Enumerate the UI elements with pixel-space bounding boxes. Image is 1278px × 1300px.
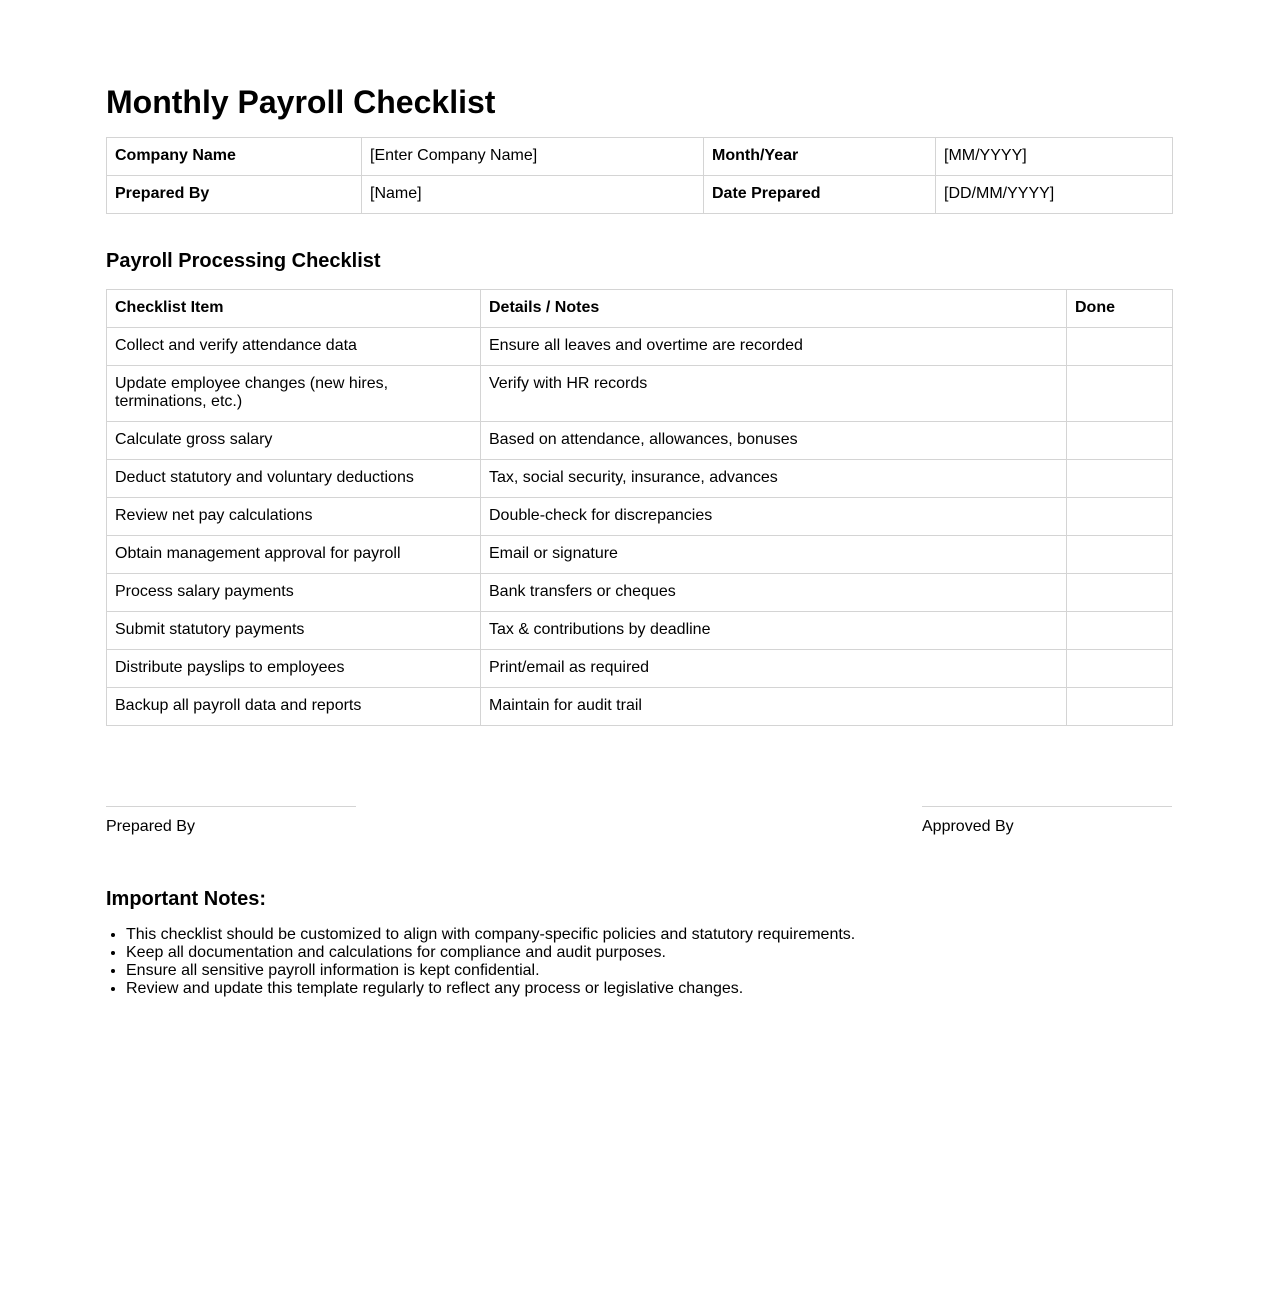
table-row: [107, 612, 1173, 650]
table-row: [107, 574, 1173, 612]
signature-section: [106, 806, 1172, 846]
table-row: [107, 366, 1173, 422]
details-notes: Email or signature: [481, 536, 1067, 574]
header-details-notes: Details / Notes: [481, 290, 1067, 328]
approved-by-signature[interactable]: Approved By: [922, 806, 1172, 836]
document-content: [106, 82, 1172, 998]
details-notes: Ensure all leaves and overtime are recorded: [481, 328, 1067, 366]
date-prepared-label: Date Prepared: [704, 176, 936, 214]
done-cell[interactable]: [1067, 650, 1173, 688]
checklist-item: Process salary payments: [107, 574, 481, 612]
checklist-item: Submit statutory payments: [107, 612, 481, 650]
checklist-item: Backup all payroll data and reports: [107, 688, 481, 726]
details-notes: Based on attendance, allowances, bonuses: [481, 422, 1067, 460]
list-item: • Review and update this template regularly to reflect any process or legislative changes.: [126, 980, 1172, 998]
table-row: [107, 422, 1173, 460]
done-cell[interactable]: [1067, 574, 1173, 612]
header-checklist-item: Checklist Item: [107, 290, 481, 328]
details-notes: Tax, social security, insurance, advances: [481, 460, 1067, 498]
list-item: • This checklist should be customized to align with company-specific policies and statutory requirements.: [126, 926, 1172, 944]
details-notes: Double-check for discrepancies: [481, 498, 1067, 536]
table-row: [107, 498, 1173, 536]
month-year-label: Month/Year: [704, 138, 936, 176]
page-title: Monthly Payroll Checklist: [106, 84, 496, 120]
notes-title: Important Notes:: [106, 888, 266, 910]
prepared-by-signature[interactable]: Prepared By: [106, 806, 356, 836]
checklist-table: [106, 289, 1173, 726]
section-title: Payroll Processing Checklist: [106, 250, 381, 272]
date-prepared-value[interactable]: [DD/MM/YYYY]: [936, 176, 1173, 214]
header-done: Done: [1067, 290, 1173, 328]
table-row: [107, 460, 1173, 498]
done-cell[interactable]: [1067, 498, 1173, 536]
checklist-item: Calculate gross salary: [107, 422, 481, 460]
company-name-label: Company Name: [107, 138, 362, 176]
prepared-by-value[interactable]: [Name]: [362, 176, 704, 214]
table-row: [107, 328, 1173, 366]
table-row: [107, 536, 1173, 574]
company-name-value[interactable]: [Enter Company Name]: [362, 138, 704, 176]
done-cell[interactable]: [1067, 366, 1173, 422]
checklist-item: Update employee changes (new hires, terminations, etc.): [107, 366, 481, 422]
info-row: [107, 176, 1173, 214]
list-item: • Keep all documentation and calculations for compliance and audit purposes.: [126, 944, 1172, 962]
prepared-by-label: Prepared By: [107, 176, 362, 214]
done-cell[interactable]: [1067, 460, 1173, 498]
month-year-value[interactable]: [MM/YYYY]: [936, 138, 1173, 176]
info-table: [106, 137, 1173, 214]
checklist-item: Deduct statutory and voluntary deductions: [107, 460, 481, 498]
details-notes: Verify with HR records: [481, 366, 1067, 422]
notes-list: [106, 926, 1172, 998]
info-row: [107, 138, 1173, 176]
checklist-header-row: [107, 290, 1173, 328]
checklist-item: Obtain management approval for payroll: [107, 536, 481, 574]
details-notes: Print/email as required: [481, 650, 1067, 688]
done-cell[interactable]: [1067, 612, 1173, 650]
checklist-item: Collect and verify attendance data: [107, 328, 481, 366]
checklist-item: Distribute payslips to employees: [107, 650, 481, 688]
checklist-item: Review net pay calculations: [107, 498, 481, 536]
list-item: • Ensure all sensitive payroll information is kept confidential.: [126, 962, 1172, 980]
table-row: [107, 688, 1173, 726]
done-cell[interactable]: [1067, 328, 1173, 366]
details-notes: Tax & contributions by deadline: [481, 612, 1067, 650]
done-cell[interactable]: [1067, 536, 1173, 574]
details-notes: Maintain for audit trail: [481, 688, 1067, 726]
done-cell[interactable]: [1067, 688, 1173, 726]
table-row: [107, 650, 1173, 688]
done-cell[interactable]: [1067, 422, 1173, 460]
details-notes: Bank transfers or cheques: [481, 574, 1067, 612]
